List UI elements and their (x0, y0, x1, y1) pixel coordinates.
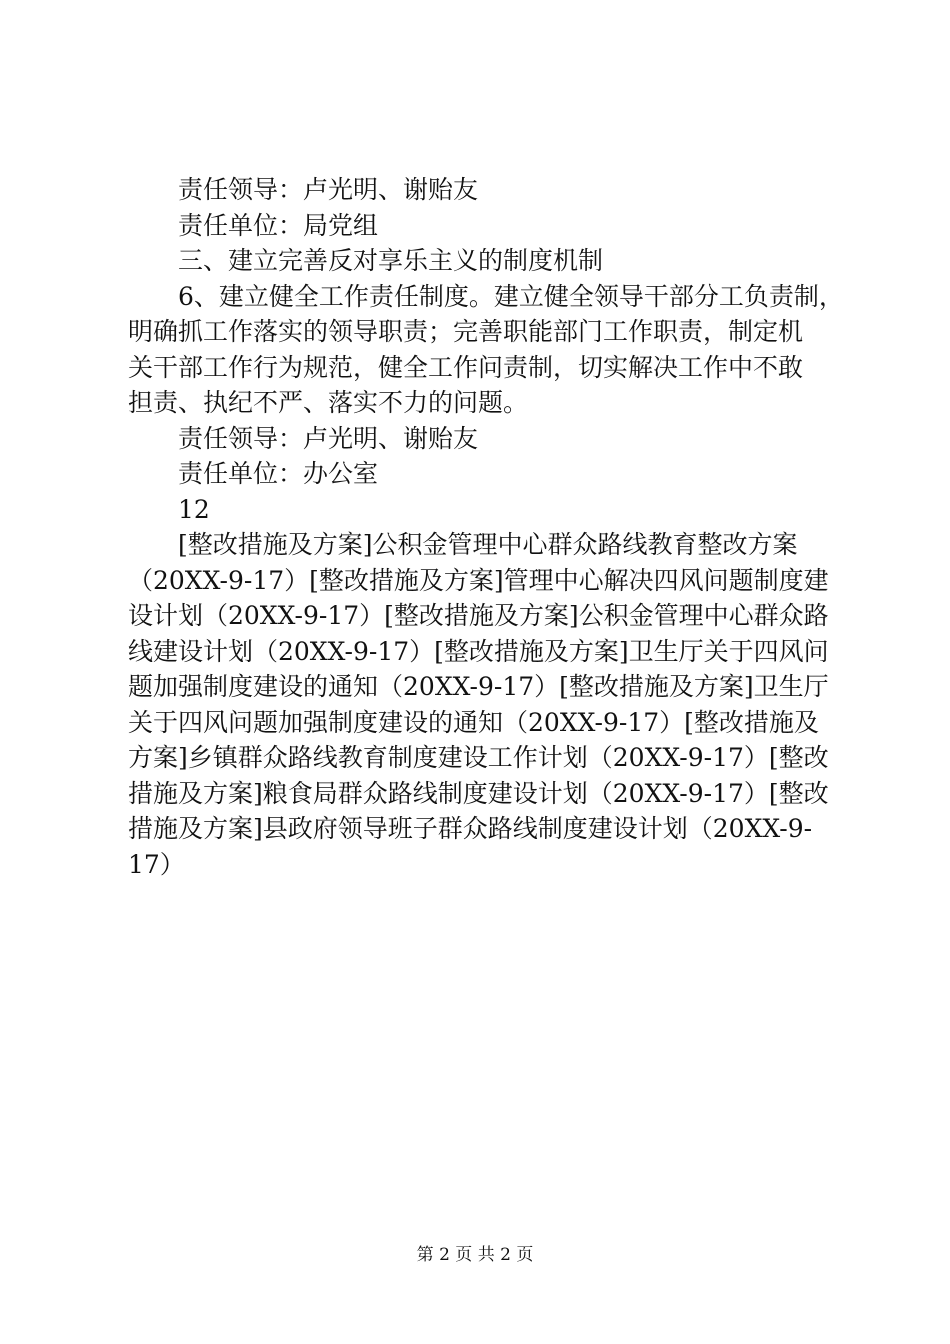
related-links-line: 措施及方案]县政府领导班子群众路线制度建设计划（20XX-9- (128, 814, 813, 843)
document-body (128, 172, 844, 882)
related-links-line: 线建设计划（20XX-9-17）[整改措施及方案]卫生厅关于四风问 (128, 636, 829, 666)
related-links-line: 17） (128, 849, 185, 879)
paragraph-line: 担责、执纪不严、落实不力的问题。 (128, 388, 529, 417)
related-links-line: 设计划（20XX-9-17）[整改措施及方案]公积金管理中心群众路 (128, 601, 829, 630)
related-links-line: （20XX-9-17）[整改措施及方案]管理中心解决四风问题制度建 (128, 565, 829, 595)
responsible-leader-line: 责任领导：卢光明、谢贻友 (178, 175, 479, 204)
paragraph-line: 明确抓工作落实的领导职责；完善职能部门工作职责，制定机 (128, 317, 804, 346)
related-links-line: 措施及方案]粮食局群众路线制度建设计划（20XX-9-17）[整改 (128, 778, 829, 808)
paragraph-line: 6、建立健全工作责任制度。建立健全领导干部分工负责制， (178, 281, 844, 311)
paragraph-line: 关干部工作行为规范，健全工作问责制，切实解决工作中不敢 (128, 352, 804, 382)
number-line: 12 (178, 494, 210, 524)
related-links-line: 题加强制度建设的通知（20XX-9-17）[整改措施及方案]卫生厅 (128, 672, 829, 701)
related-links-line: [整改措施及方案]公积金管理中心群众路线教育整改方案 (178, 530, 798, 559)
responsible-unit-line: 责任单位：局党组 (178, 210, 379, 240)
section-heading: 三、建立完善反对享乐主义的制度机制 (178, 246, 604, 275)
responsible-leader-line: 责任领导：卢光明、谢贻友 (178, 423, 479, 453)
page-footer: 第 2 页 共 2 页 (416, 1245, 534, 1265)
related-links-line: 关于四风问题加强制度建设的通知（20XX-9-17）[整改措施及 (128, 707, 819, 737)
related-links-line: 方案]乡镇群众路线教育制度建设工作计划（20XX-9-17）[整改 (128, 743, 829, 772)
responsible-unit-line: 责任单位：办公室 (178, 459, 379, 488)
